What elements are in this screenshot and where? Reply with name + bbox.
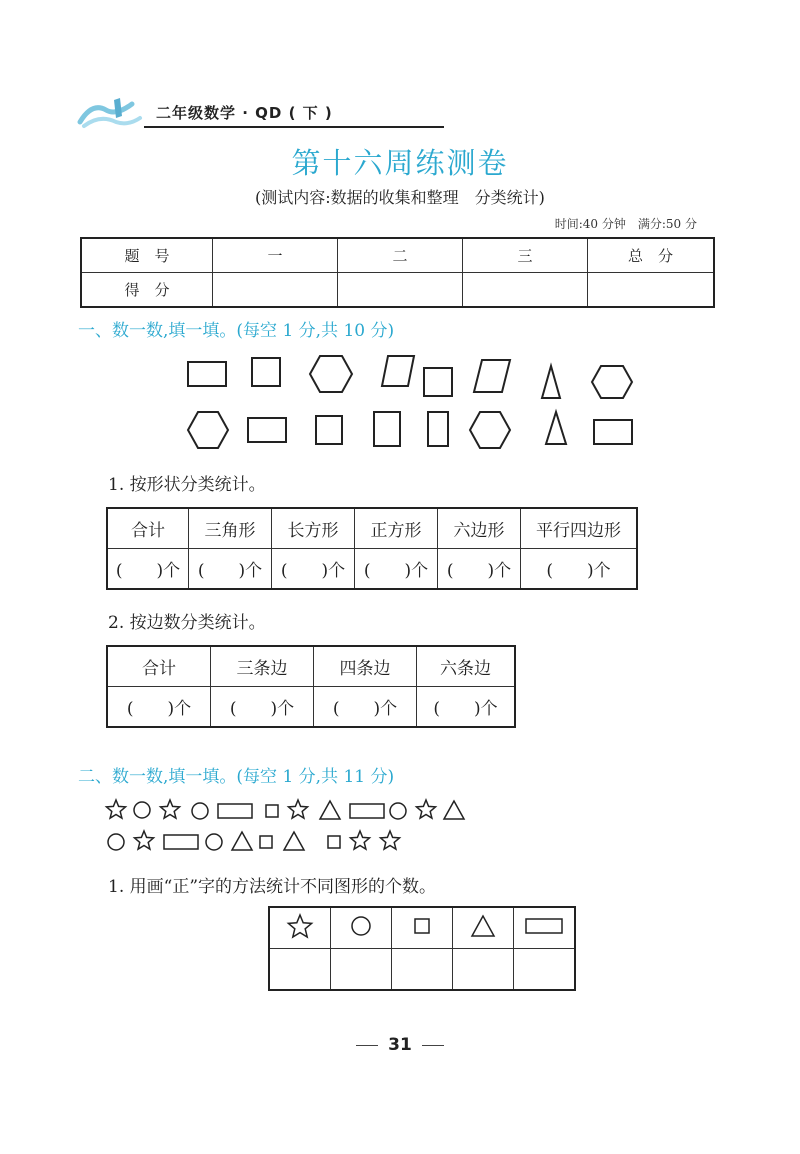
square-icon: [407, 913, 437, 939]
square-icon: [328, 836, 340, 848]
section2-title: 二、数一数,填一填。(每空 1 分,共 11 分): [78, 767, 395, 787]
table-row: [81, 238, 714, 273]
hexagon-icon: [470, 412, 510, 448]
rectangle-icon: [218, 804, 252, 818]
square-icon: [252, 358, 280, 386]
rectangle-icon: [188, 362, 226, 386]
circle-icon: [206, 834, 222, 850]
square-icon: [316, 416, 342, 444]
table-row: [81, 273, 714, 308]
question-1-1-label: 1. 按形状分类统计。: [108, 475, 266, 495]
page-subtitle: (测试内容:数据的收集和整理 分类统计): [255, 188, 545, 207]
page-title: 第十六周练测卷: [291, 146, 509, 180]
triangle-icon: [468, 913, 498, 939]
header-text: 二年级数学 · QD ( 下 ): [156, 104, 333, 122]
table-row: [107, 508, 637, 549]
answer-cell[interactable]: ( )个: [314, 687, 417, 728]
table-header-cell: 合计: [107, 508, 189, 549]
table-row: [269, 907, 575, 949]
rectangle-icon: [248, 418, 286, 442]
circle-icon: [134, 802, 150, 818]
hexagon-icon: [310, 356, 352, 392]
dash-decoration: [356, 1045, 378, 1046]
side-count-table: [106, 645, 516, 728]
triangle-icon: [284, 832, 304, 850]
answer-cell[interactable]: [392, 949, 453, 991]
table-header-cell: [331, 907, 392, 949]
star-icon: [417, 800, 436, 818]
star-icon: [107, 800, 126, 818]
star-icon: [351, 831, 370, 849]
table-cell: 二: [338, 238, 463, 273]
question-2-1-label: 1. 用画“正”字的方法统计不同图形的个数。: [108, 877, 437, 897]
table-cell: 一: [213, 238, 338, 273]
table-header-cell: [392, 907, 453, 949]
answer-cell[interactable]: [453, 949, 514, 991]
answer-cell[interactable]: [269, 949, 331, 991]
star-icon: [289, 800, 308, 818]
triangle-icon: [542, 366, 560, 398]
score-input-cell[interactable]: [338, 273, 463, 308]
header-band: [76, 96, 368, 130]
table-header-cell: 六边形: [438, 508, 521, 549]
table-header-cell: 四条边: [314, 646, 417, 687]
tally-table: [268, 906, 576, 991]
star-icon: [135, 831, 154, 849]
hexagon-icon: [188, 412, 228, 448]
hexagon-icon: [592, 366, 632, 398]
answer-cell[interactable]: ( )个: [211, 687, 314, 728]
table-row: [107, 646, 515, 687]
table-header-cell: 长方形: [272, 508, 355, 549]
rectangle-icon: [350, 804, 384, 818]
answer-cell[interactable]: ( )个: [107, 687, 211, 728]
star-icon: [161, 800, 180, 818]
rectangle-icon: [164, 835, 198, 849]
table-row: [107, 687, 515, 728]
table-header-cell: 正方形: [355, 508, 438, 549]
table-cell: 总 分: [588, 238, 715, 273]
score-table: [80, 237, 715, 308]
section1-title: 一、数一数,填一填。(每空 1 分,共 10 分): [78, 321, 395, 341]
mixed-shapes-figure: [104, 798, 484, 858]
answer-cell[interactable]: ( )个: [521, 549, 638, 590]
table-header-cell: 三角形: [189, 508, 272, 549]
triangle-icon: [232, 832, 252, 850]
time-info: 时间:40 分钟 满分:50 分: [554, 217, 697, 231]
square-icon: [424, 368, 452, 396]
table-row: [269, 949, 575, 991]
answer-cell[interactable]: ( )个: [417, 687, 516, 728]
rectangle-icon: [522, 913, 566, 939]
square-icon: [266, 805, 278, 817]
dash-decoration: [422, 1045, 444, 1046]
triangle-icon: [546, 412, 566, 444]
page-number-text: 31: [388, 1035, 412, 1055]
triangle-icon: [320, 801, 340, 819]
answer-cell[interactable]: ( )个: [272, 549, 355, 590]
table-header-cell: 平行四边形: [521, 508, 638, 549]
answer-cell[interactable]: ( )个: [189, 549, 272, 590]
table-cell: 三: [463, 238, 588, 273]
square-icon: [260, 836, 272, 848]
page-number: [0, 1035, 800, 1055]
parallelogram-icon: [474, 360, 510, 392]
header-underline: [144, 126, 444, 128]
table-header-cell: 六条边: [417, 646, 516, 687]
circle-icon: [390, 803, 406, 819]
table-cell: 题 号: [81, 238, 213, 273]
shapes-figure: [180, 348, 640, 458]
circle-icon: [346, 913, 376, 939]
answer-cell[interactable]: [331, 949, 392, 991]
answer-cell[interactable]: ( )个: [438, 549, 521, 590]
circle-icon: [108, 834, 124, 850]
score-input-cell[interactable]: [588, 273, 715, 308]
table-header-cell: 三条边: [211, 646, 314, 687]
answer-cell[interactable]: ( )个: [107, 549, 189, 590]
table-header-cell: 合计: [107, 646, 211, 687]
parallelogram-icon: [382, 356, 414, 386]
answer-cell[interactable]: [514, 949, 576, 991]
rectangle-icon: [594, 420, 632, 444]
circle-icon: [192, 803, 208, 819]
star-icon: [381, 831, 400, 849]
shape-count-table: [106, 507, 638, 590]
star-icon: [285, 913, 315, 939]
score-input-cell[interactable]: [463, 273, 588, 308]
table-header-cell: [514, 907, 576, 949]
table-row: [107, 549, 637, 590]
table-header-cell: [453, 907, 514, 949]
rectangle-icon: [428, 412, 448, 446]
answer-cell[interactable]: ( )个: [355, 549, 438, 590]
table-cell: 得 分: [81, 273, 213, 308]
rectangle-icon: [374, 412, 400, 446]
triangle-icon: [444, 801, 464, 819]
table-header-cell: [269, 907, 331, 949]
question-1-2-label: 2. 按边数分类统计。: [108, 613, 266, 633]
pencil-logo-icon: [76, 96, 146, 130]
score-input-cell[interactable]: [213, 273, 338, 308]
